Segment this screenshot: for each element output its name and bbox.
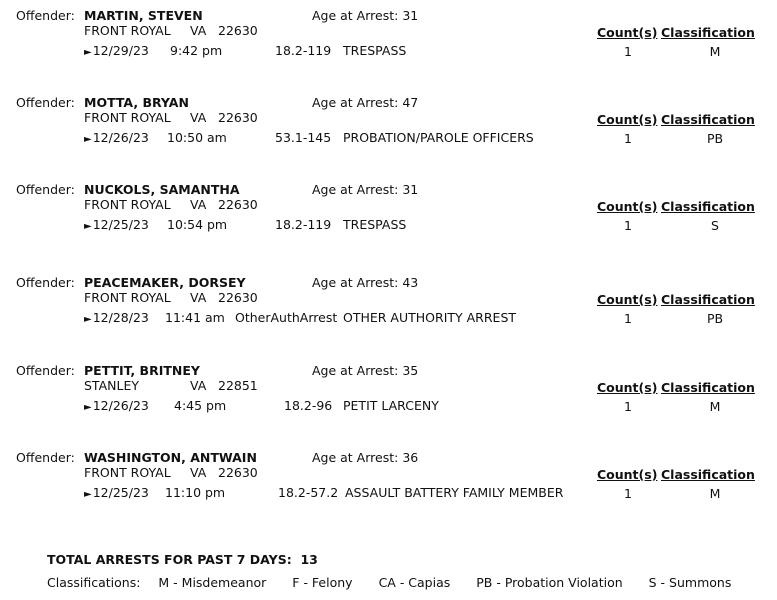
address-state: VA [190,465,207,480]
statute-code: 18.2-96 [284,398,333,413]
age-at-arrest [312,95,418,110]
arrest-date [84,310,149,325]
classification-header: Classification [661,467,755,482]
age-at-arrest [312,8,418,23]
arrest-date [84,217,149,232]
charge-description: OTHER AUTHORITY ARREST [343,310,517,325]
address-state: VA [190,197,207,212]
offender-name: WASHINGTON, ANTWAIN [84,450,257,465]
date-value: 12/26/23 [92,130,149,145]
classification-value: S [711,218,719,233]
classification-header: Classification [661,292,755,307]
counts-header: Count(s) [597,25,658,40]
statute-code: OtherAuthArrest [235,310,338,325]
date-value: 12/25/23 [92,217,149,232]
statute-code: 18.2-57.2 [278,485,339,500]
offender-name: MOTTA, BRYAN [84,95,189,110]
counts-value: 1 [624,486,632,501]
age-value: 31 [402,8,419,23]
offender-name: PETTIT, BRITNEY [84,363,200,378]
date-value: 12/25/23 [92,485,149,500]
arrest-date [84,485,149,500]
address-city: FRONT ROYAL [84,465,171,480]
total-arrests-label: TOTAL ARRESTS FOR PAST 7 DAYS: [47,552,292,567]
classification-legend [47,575,731,590]
address-state: VA [190,110,207,125]
counts-header: Count(s) [597,112,658,127]
counts-header: Count(s) [597,292,658,307]
arrest-time: 11:10 pm [165,485,226,500]
offender-label: Offender: [16,275,75,290]
counts-value: 1 [624,311,632,326]
counts-header: Count(s) [597,199,658,214]
address-zip: 22630 [218,290,258,305]
date-value: 12/28/23 [92,310,149,325]
arrest-record [0,355,777,435]
legend-item-probation-violation: PB - Probation Violation [476,575,623,590]
age-value: 36 [402,450,419,465]
offender-name: NUCKOLS, SAMANTHA [84,182,240,197]
address-city: FRONT ROYAL [84,23,171,38]
legend-item-summons: S - Summons [648,575,732,590]
legend-item-misdemeanor: M - Misdemeanor [158,575,267,590]
date-value: 12/29/23 [92,43,149,58]
address-city: FRONT ROYAL [84,110,171,125]
address-zip: 22630 [218,23,258,38]
age-value: 43 [402,275,419,290]
address-state: VA [190,290,207,305]
classification-value: PB [706,131,724,146]
classification-value: M [709,44,721,59]
address-city: FRONT ROYAL [84,197,171,212]
charge-description: TRESPASS [343,43,407,58]
age-label: Age at Arrest: [312,8,399,23]
arrest-record [0,174,777,254]
offender-label: Offender: [16,8,75,23]
arrest-time: 4:45 pm [174,398,227,413]
address-zip: 22630 [218,110,258,125]
offender-label: Offender: [16,182,75,197]
address-state: VA [190,23,207,38]
legend-item-felony: F - Felony [292,575,353,590]
age-label: Age at Arrest: [312,182,399,197]
arrest-date [84,43,149,58]
arrest-date [84,398,149,413]
classification-header: Classification [661,380,755,395]
address-zip: 22630 [218,465,258,480]
date-value: 12/26/23 [92,398,149,413]
age-label: Age at Arrest: [312,450,399,465]
offender-name: MARTIN, STEVEN [84,8,203,23]
age-at-arrest [312,363,418,378]
address-zip: 22851 [218,378,258,393]
age-value: 35 [402,363,419,378]
classification-header: Classification [661,199,755,214]
charge-description: PROBATION/PAROLE OFFICERS [343,130,534,145]
age-at-arrest [312,182,418,197]
statute-code: 53.1-145 [275,130,332,145]
offender-label: Offender: [16,363,75,378]
statute-code: 18.2-119 [275,217,332,232]
address-city: FRONT ROYAL [84,290,171,305]
counts-value: 1 [624,131,632,146]
address-state: VA [190,378,207,393]
address-zip: 22630 [218,197,258,212]
offender-label: Offender: [16,95,75,110]
arrow-icon: ► [84,221,92,232]
arrow-icon: ► [84,314,92,325]
counts-header: Count(s) [597,380,658,395]
age-label: Age at Arrest: [312,95,399,110]
age-label: Age at Arrest: [312,275,399,290]
arrest-time: 10:54 pm [167,217,228,232]
counts-value: 1 [624,218,632,233]
counts-header: Count(s) [597,467,658,482]
age-at-arrest [312,275,418,290]
classification-header: Classification [661,25,755,40]
arrest-time: 9:42 pm [170,43,223,58]
arrest-time: 10:50 am [167,130,227,145]
age-at-arrest [312,450,418,465]
arrest-record [0,442,777,522]
arrest-record [0,0,777,80]
legend-item-capias: CA - Capias [378,575,451,590]
classification-value: PB [706,311,724,326]
charge-description: PETIT LARCENY [343,398,439,413]
arrest-date [84,130,149,145]
counts-value: 1 [624,399,632,414]
arrow-icon: ► [84,402,92,413]
legend-label: Classifications: [47,575,141,590]
arrow-icon: ► [84,134,92,145]
classification-value: M [709,399,721,414]
charge-description: TRESPASS [343,217,407,232]
arrow-icon: ► [84,489,92,500]
counts-value: 1 [624,44,632,59]
arrest-time: 11:41 am [165,310,225,325]
offender-label: Offender: [16,450,75,465]
offender-name: PEACEMAKER, DORSEY [84,275,246,290]
classification-header: Classification [661,112,755,127]
arrest-record [0,267,777,347]
age-value: 31 [402,182,419,197]
total-arrests-value: 13 [300,552,318,567]
arrow-icon: ► [84,47,92,58]
total-arrests [47,552,318,567]
statute-code: 18.2-119 [275,43,332,58]
arrest-record [0,87,777,167]
age-label: Age at Arrest: [312,363,399,378]
classification-value: M [709,486,721,501]
age-value: 47 [402,95,419,110]
address-city: STANLEY [84,378,139,393]
charge-description: ASSAULT BATTERY FAMILY MEMBER [345,485,564,500]
